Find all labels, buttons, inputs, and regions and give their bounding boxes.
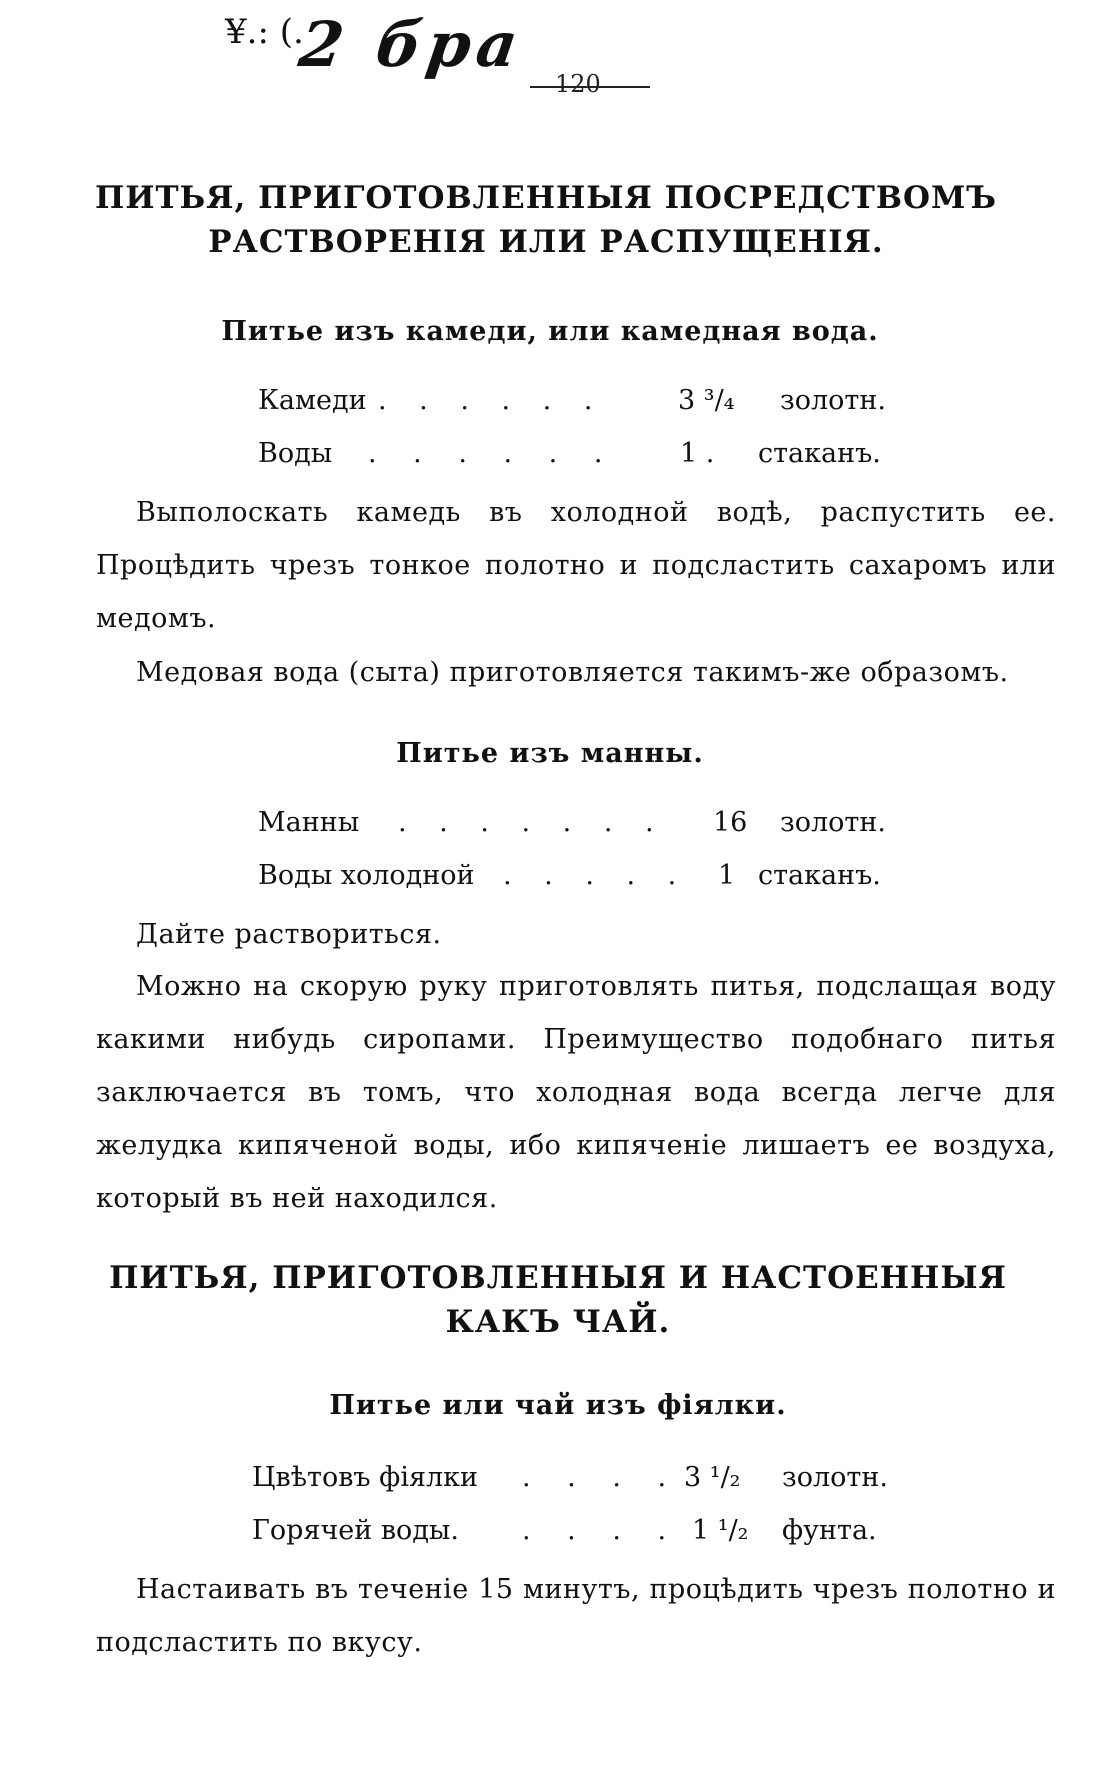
ingredient-unit: стаканъ. bbox=[758, 860, 881, 891]
ingredient-row bbox=[252, 1513, 912, 1549]
ingredient-qty: 3 ¹/₂ bbox=[684, 1462, 741, 1493]
leader-dots: . . . . bbox=[522, 1462, 681, 1493]
ingredient-row bbox=[252, 1460, 912, 1496]
ingredient-qty: 1 bbox=[718, 860, 736, 891]
ingredient-qty: 1 . bbox=[680, 438, 715, 469]
ingredient-row bbox=[258, 805, 898, 841]
ingredient-name: Камеди bbox=[258, 385, 367, 416]
ingredient-name: Горячей воды. bbox=[252, 1515, 460, 1546]
leader-dots: . . . . . . . bbox=[398, 807, 666, 838]
ingredient-unit: стаканъ. bbox=[758, 438, 881, 469]
paragraph: Дайте раствориться. bbox=[136, 919, 442, 950]
paragraph: Медовая вода (сыта) приготовляется такимъ-же образомъ. bbox=[136, 657, 1009, 688]
ingredient-qty: 1 ¹/₂ bbox=[692, 1515, 749, 1546]
page-number: 120 bbox=[555, 70, 601, 98]
ingredient-name: Манны bbox=[258, 807, 360, 838]
paragraph: Настаивать въ теченіе 15 минутъ, процѣдить чрезъ полотно и подсластить по вкусу. bbox=[96, 1574, 1056, 1658]
leader-dots: . . . . . . bbox=[378, 385, 605, 416]
section-title-line: РАСТВОРЕНІЯ ИЛИ РАСПУЩЕНІЯ. bbox=[208, 224, 884, 260]
recipe-title: Питье изъ манны. bbox=[396, 738, 704, 769]
ingredient-row bbox=[258, 858, 898, 894]
ingredient-qty: 3 ³/₄ bbox=[678, 385, 735, 416]
leader-dots: . . . . bbox=[522, 1515, 681, 1546]
ingredient-unit: золотн. bbox=[780, 807, 886, 838]
section-title bbox=[8, 1258, 1100, 1342]
ingredient-unit: золотн. bbox=[782, 1462, 888, 1493]
ingredient-unit: фунта. bbox=[782, 1515, 877, 1546]
leader-dots: . . . . . . bbox=[368, 438, 617, 469]
recipe-title: Питье изъ камеди, или камедная вода. bbox=[221, 316, 879, 347]
recipe-title: Питье или чай изъ фіялки. bbox=[329, 1390, 787, 1421]
ingredient-name: Воды bbox=[258, 438, 333, 469]
section-title-line: ПИТЬЯ, ПРИГОТОВЛЕННЫЯ ПОСРЕДСТВОМЪ bbox=[94, 180, 998, 216]
manuscript-marks: ¥.: (. bbox=[225, 12, 304, 52]
section-title-line: ПИТЬЯ, ПРИГОТОВЛЕННЫЯ И НАСТОЕННЫЯ bbox=[109, 1260, 1007, 1296]
ingredient-qty: 16 bbox=[713, 807, 748, 838]
ingredient-row bbox=[258, 383, 898, 419]
ingredient-name: Цвѣтовъ фіялки bbox=[252, 1462, 479, 1493]
leader-dots: . . . . . bbox=[503, 860, 689, 891]
ingredient-row bbox=[258, 436, 898, 472]
ingredient-unit: золотн. bbox=[780, 385, 886, 416]
section-title bbox=[0, 178, 1096, 262]
paragraph: Выполоскать камедь въ холодной водѣ, распустить ее. Процѣдить чрезъ тонкое полотно и подсластить сахаромъ или медомъ. bbox=[96, 497, 1056, 634]
ingredient-name: Воды холодной bbox=[258, 860, 475, 891]
manuscript-note: 2 бра bbox=[294, 8, 529, 81]
section-title-line: КАКЪ ЧАЙ. bbox=[445, 1304, 671, 1340]
paragraph: Можно на скорую руку приготовлять питья, подслащая воду какими нибудь сиропами. Преимущество подобнаго питья заключается въ томъ, что холодная вода всегда легче для желудка кипяченой воды, ибо кипяченіе лишаетъ ее воздуха, который въ ней находился. bbox=[96, 971, 1056, 1214]
